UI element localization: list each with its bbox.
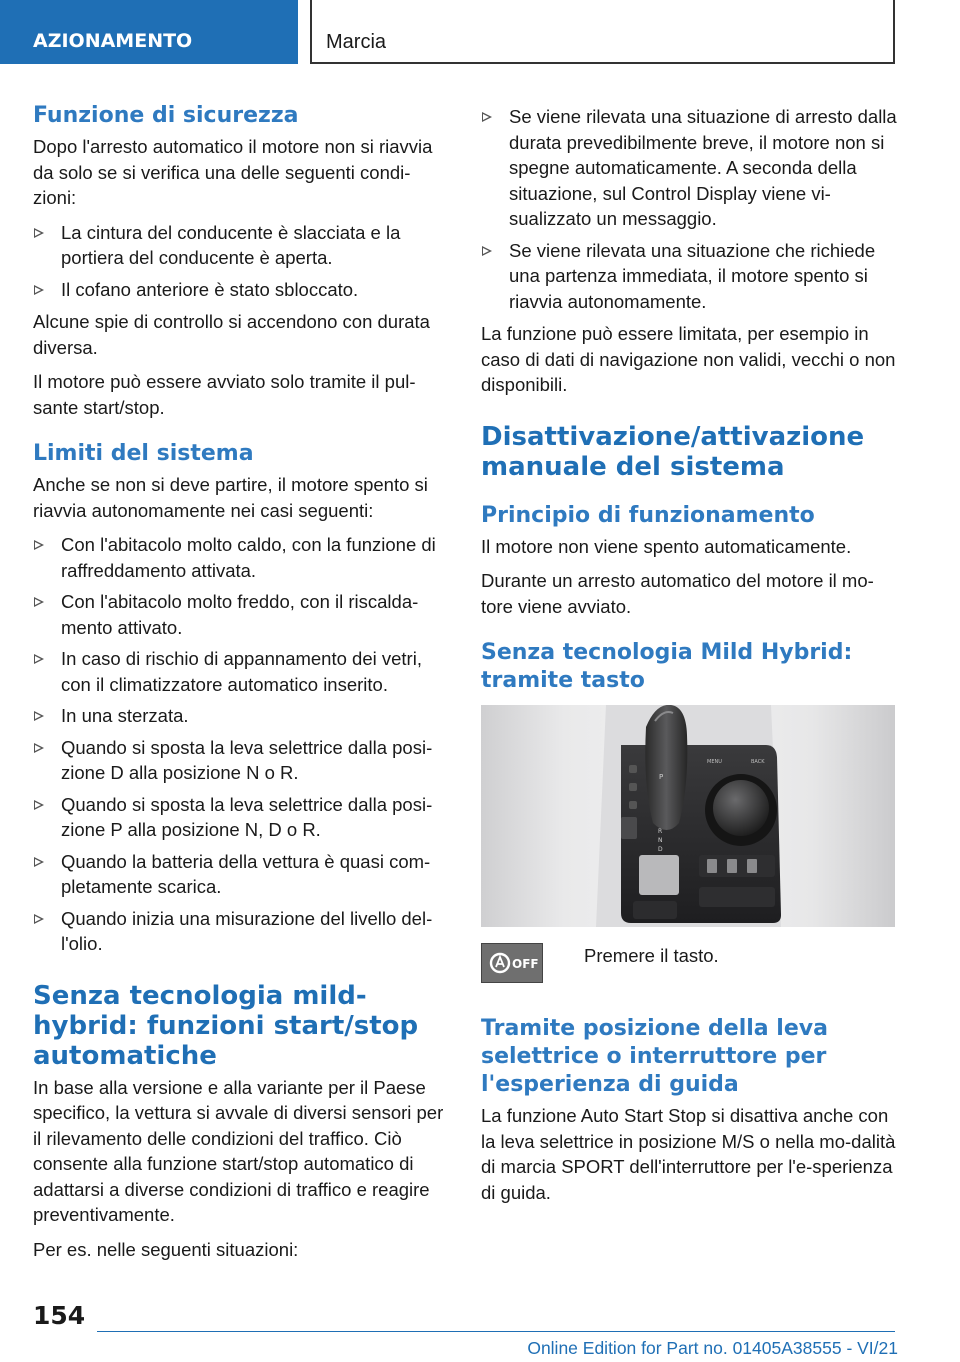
triangle-bullet-icon	[34, 857, 44, 867]
heading-via-lever: Tramite posizione della leva selettrice o interruttore per l'esperienza di guida	[481, 1016, 828, 1097]
paragraph-warning-lamps: Alcune spie di controllo si accendono con durata diversa.	[33, 311, 430, 358]
list-item	[33, 646, 451, 697]
gear-r-label: R	[658, 828, 663, 835]
paragraph-principle-1: Il motore non viene spento automaticamente.	[481, 535, 852, 557]
situations-list	[481, 104, 899, 314]
lever-p-label: P	[659, 773, 664, 781]
heading-auto-start-stop: Senza tecnologia mild-hybrid: funzioni start/stop automatiche	[33, 980, 419, 1071]
back-label: BACK	[751, 759, 765, 765]
triangle-bullet-icon	[482, 246, 492, 256]
list-item-text: Quando si sposta la leva selettrice dalla posi-zione D alla posizione N o R.	[61, 736, 433, 783]
list-item-text: Con l'abitacolo molto caldo, con la funzione di raffreddamento attivata.	[61, 534, 436, 581]
gear-n-label: N	[658, 837, 663, 844]
button-instruction	[481, 943, 899, 995]
list-item-text: Quando inizia una misurazione del livello del-l'olio.	[61, 907, 433, 954]
triangle-bullet-icon	[34, 285, 44, 295]
list-item-text: Se viene rilevata una situazione di arresto dalla durata prevedibilmente breve, il motore non si spegne automaticamente. A seconda della situazione, sul Control Display viene vi-sualizzato un messaggio.	[509, 106, 897, 229]
list-item-text: In caso di rischio di appannamento dei vetri, con il climatizzatore automatico inserito.	[61, 648, 422, 695]
list-item-text: La cintura del conducente è slacciata e la portiera del conducente è aperta.	[61, 221, 401, 268]
triangle-bullet-icon	[34, 914, 44, 924]
list-item-text: Quando la batteria della vettura è quasi com-pletamente scarica.	[61, 850, 431, 897]
off-label: OFF	[512, 957, 539, 971]
list-item-text: In una sterzata.	[61, 705, 189, 726]
limits-list	[33, 532, 451, 957]
list-item-text: Se viene rilevata una situazione che richiede una partenza immediata, il motore spento si riavvia autonomamente.	[509, 239, 876, 312]
paragraph-start-button: Il motore può essere avviato solo tramite il pul-sante start/stop.	[33, 371, 416, 418]
list-item	[33, 220, 451, 271]
header-section-tab: AZIONAMENTO	[0, 0, 298, 64]
triangle-bullet-icon	[34, 540, 44, 550]
list-item-text: Con l'abitacolo molto freddo, con il riscalda-mento attivato.	[61, 591, 419, 638]
heading-safety-function: Funzione di sicurezza	[33, 103, 299, 128]
triangle-bullet-icon	[482, 112, 492, 122]
paragraph-example-situations: Per es. nelle seguenti situazioni:	[33, 1238, 299, 1260]
list-item-text: Il cofano anteriore è stato sbloccato.	[61, 278, 359, 300]
paragraph-function-limited: La funzione può essere limitata, per esempio in caso di dati di navigazione non validi, vecchi o non disponibili.	[481, 323, 896, 395]
center-console-photo	[481, 705, 895, 927]
paragraph-safety: Dopo l'arresto automatico il motore non si riavvia da solo se si verifica una delle seguenti condi-zioni:	[33, 136, 433, 208]
triangle-bullet-icon	[34, 800, 44, 810]
triangle-bullet-icon	[34, 743, 44, 753]
footer-edition-text: Online Edition for Part no. 01405A38555 - VI/21	[527, 1338, 898, 1358]
list-item	[33, 532, 451, 583]
safety-list	[33, 220, 451, 303]
page-number: 154	[33, 1301, 86, 1330]
a-off-icon	[482, 944, 542, 982]
heading-via-button: Senza tecnologia Mild Hybrid: tramite tasto	[481, 640, 853, 693]
paragraph-lever: La funzione Auto Start Stop si disattiva anche con la leva selettrice in posizione M/S o nella mo-dalità di marcia SPORT dell'interruttore per l'e-sperienza di guida.	[481, 1105, 896, 1203]
gear-d-label: D	[658, 846, 663, 853]
header-chapter-title: Marcia	[310, 0, 895, 64]
list-item	[33, 906, 451, 957]
list-item	[33, 849, 451, 900]
triangle-bullet-icon	[34, 228, 44, 238]
list-item-text: Quando si sposta la leva selettrice dalla posi-zione P alla posizione N, D o R.	[61, 793, 433, 840]
list-item	[33, 589, 451, 640]
auto-start-stop-off-button-icon	[481, 943, 543, 983]
triangle-bullet-icon	[34, 654, 44, 664]
heading-manual-deactivation: Disattivazione/attivazione manuale del sistema	[481, 421, 865, 482]
list-item	[33, 735, 451, 786]
paragraph-auto-start-stop: In base alla versione e alla variante per il Paese specifico, la vettura si avvale di diversi sensori per il rilevamento delle condizioni del traffico. Ciò consente alla funzione start/stop automatico di adattarsi a diverse condizioni di traffico e reagire preventivamente.	[33, 1076, 444, 1225]
footer-divider	[97, 1331, 895, 1332]
left-column	[33, 100, 451, 1271]
triangle-bullet-icon	[34, 597, 44, 607]
list-item	[481, 104, 899, 232]
menu-label: MENU	[707, 759, 722, 765]
list-item	[33, 792, 451, 843]
center-console-illustration	[481, 705, 895, 927]
paragraph-principle-2: Durante un arresto automatico del motore il mo-tore viene avviato.	[481, 570, 874, 617]
paragraph-limits: Anche se non si deve partire, il motore spento si riavvia autonomamente nei casi seguenti:	[33, 474, 428, 521]
paragraph-press-button: Premere il tasto.	[584, 945, 719, 966]
list-item	[33, 703, 451, 729]
right-column	[481, 104, 899, 1214]
list-item	[33, 277, 451, 303]
heading-system-limits: Limiti del sistema	[33, 441, 254, 466]
triangle-bullet-icon	[34, 711, 44, 721]
heading-operating-principle: Principio di funzionamento	[481, 502, 815, 528]
list-item	[481, 238, 899, 315]
